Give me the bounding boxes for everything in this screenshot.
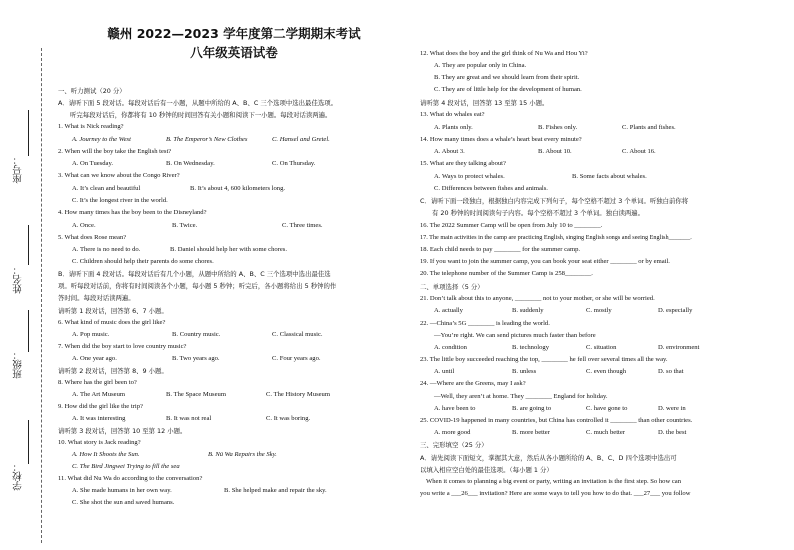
option: A. It’s clean and beautiful [72,185,141,192]
question-text: 9. How did the girl like the trip? [58,403,143,410]
school-label: 学校： [13,462,24,491]
instruction-text: A．请先阅读下面短文，掌握其大意，然后从各小题所给的 A、B、C、D 四个选项中选出可 [420,454,677,462]
option: C. It was boring. [266,415,311,422]
question-text: 25. COVID-19 happened in many countries, but China has controlled it ________ than other countries. [420,417,693,424]
option: C. Children should help their parents do some chores. [72,258,214,265]
option: A. How It Shoots the Sun. [72,451,140,458]
option: C. have gone to [586,405,628,412]
option: C. Differences between fishes and animals. [434,185,548,192]
option: C. Plants and fishes. [622,124,676,131]
option: B. Some facts about whales. [572,173,647,180]
question-text: 23. The little boy succeeded reaching the top, ________ he fell over several times all the way. [420,356,668,363]
option: B. unless [512,368,537,375]
question-text: 12. What does the boy and the girl think of Nu Wa and Hou Yi? [420,50,588,57]
option: A. Pop music. [72,331,110,338]
option: C. Three times. [282,222,323,229]
option: A. more good [434,429,471,436]
option: A. It was interesting [72,415,126,422]
question-text: 21. Don’t talk about this to anyone, ________ not to your mother, or she will be worried. [420,295,655,302]
right-column [420,0,788,550]
option: B. On Wednesday. [166,160,215,167]
option: B. They are great and we should learn from their spirit. [434,74,580,81]
question-text: 14. How many times does a whale’s heart beat every minute? [420,136,582,143]
question-text: 1. What is Nick reading? [58,123,124,130]
option: D. environment [658,344,700,351]
question-text: 16. The 2022 Summer Camp will be open from July 10 to ________. [420,222,603,229]
option: B. technology [512,344,549,351]
option: C. It’s the longest river in the world. [72,197,168,204]
question-text: 17. The main activities in the camp are practicing English, singing English songs and seeing English_______. [420,234,692,241]
instruction-text: 以填入相应空白处的最佳选项。（每小题 1 分） [420,466,553,474]
option: A. until [434,368,455,375]
option: C. She shot the sun and saved humans. [72,499,175,506]
name-underline [28,225,29,265]
question-text: 13. What do whales eat? [420,111,485,118]
option: A. Plants only. [434,124,473,131]
option: B. Nü Wa Repairs the Sky. [208,451,277,458]
question-text: 4. How many times has the boy been to the Disneyland? [58,209,207,216]
option: B. The Space Museum [166,391,226,398]
option: C. Classical music. [272,331,323,338]
binding-dashed-line [41,48,42,543]
option: C. even though [586,368,627,375]
question-text: 7. When did the boy start to love country music? [58,343,187,350]
instruction-text: 项。听每段对话前，你将有时间阅读各个小题，每小题 5 秒钟；听完后，各小题将给出 5 秒钟的作 [58,282,337,290]
option: A. Journey to the West [72,136,131,143]
option: B. more better [512,429,550,436]
seat-label: 座号： [13,155,24,184]
instruction-text: 请听第 3 段对话，回答第 10 至第 12 小题。 [58,427,187,435]
option: B. Daniel should help her with some chores. [170,246,288,253]
question-text: 18. Each child needs to pay ________ for the summer camp. [420,246,581,253]
option: A. There is no need to do. [72,246,141,253]
option: A. About 3. [434,148,465,155]
question-text: 10. What story is Jack reading? [58,439,141,446]
question-text: 24. —Where are the Greens, may I ask? [420,380,526,387]
question-text: 19. If you want to join the summer camp, you can book your seat either ________ or by email. [420,258,670,265]
instruction-text: 请听第 2 段对话，回答第 8、9 小题。 [58,367,168,375]
instruction-text: 请听第 1 段对话，回答第 6、7 小题。 [58,307,168,315]
option: C. situation [586,344,617,351]
question-text: 6. What kind of music does the girl like? [58,319,166,326]
seat-underline [28,110,29,156]
option: C. Four years ago. [272,355,321,362]
option: C. Hansel and Gretel. [272,136,330,143]
section-heading: 一、听力测试（20 分） [58,87,126,95]
question-text: 3. What can we know about the Congo River? [58,172,180,179]
option: D. were in [658,405,686,412]
school-underline [28,420,29,464]
name-label: 姓名： [13,265,24,294]
option: C. much better [586,429,626,436]
instruction-text: 有 20 秒钟的时间阅读句子内容。每个空格不超过 3 个单词。独白读两遍。 [432,209,645,217]
question-text: 11. What did Nu Wa do according to the conversation? [58,475,203,482]
option: B. are going to [512,405,552,412]
option: B. The Emperor’s New Clothes [166,136,248,143]
option: B. About 10. [538,148,572,155]
exam-title: 赣州 2022—2023 学年度第二学期期末考试 [107,26,361,41]
option: A. She made humans in her own way. [72,487,172,494]
instruction-text: 听完每段对话后，你都将有 10 秒钟的时间回答有关小题和阅读下一小题。每段对话读两遍。 [70,111,332,119]
option: C. They are of little help for the development of human. [434,86,582,93]
option: D. so that [658,368,684,375]
option: C. The Bird Jingwei Trying to fill the sea [72,463,180,470]
section-heading: 三、完形填空（25 分） [420,441,488,449]
option: —You’re right. We can send pictures much faster than before [434,332,596,339]
question-text: 8. Where has the girl been to? [58,379,137,386]
option: B. Two years ago. [172,355,220,362]
option: —Well, they aren’t at home. They ________ England for holiday. [434,393,608,400]
option: A. One year ago. [72,355,117,362]
option: A. condition [434,344,467,351]
option: D. especially [658,307,693,314]
option: B. It’s about 4, 600 kilometers long. [190,185,286,192]
question-text: 20. The telephone number of the Summer Camp is 258________. [420,270,593,277]
passage-text: When it comes to planning a big event or party, writing an invitation is the first step. So how can [426,478,682,485]
option: A. The Art Museum [72,391,125,398]
option: C. About 16. [622,148,656,155]
option: A. Ways to protect whales. [434,173,505,180]
option: A. actually [434,307,463,314]
left-column [58,0,410,550]
option: B. It was not real [166,415,212,422]
option: B. Fishes only. [538,124,578,131]
instruction-text: C．请听下面一段独白，根据独白内容完成下列句子，每个空格不超过 3 个单词。听独白前你将 [420,197,689,205]
instruction-text: 请听第 4 段对话，回答第 13 至第 15 小题。 [420,99,549,107]
option: C. On Thursday. [272,160,316,167]
option: D. the best [658,429,687,436]
option: B. Twice. [172,222,198,229]
class-label: 班级： [13,350,24,379]
question-text: 22. —China’s 5G ________ is leading the world. [420,320,550,327]
question-text: 2. When will the boy take the English test? [58,148,172,155]
instruction-text: B．请听下面 4 段对话。每段对话后有几个小题，从题中所给的 A、B、C 三个选项中选出最佳选 [58,270,331,278]
question-text: 15. What are they talking about? [420,160,506,167]
class-underline [28,310,29,352]
binding-margin [0,0,52,550]
instruction-text: A．请听下面 5 段对话。每段对话后有一小题，从题中所给的 A、B、C 三个选项中选出最佳选项。 [58,99,338,107]
section-heading: 二、单项选择（5 分） [420,283,484,291]
option: C. The History Museum [266,391,330,398]
passage-text: you write a ___26___ invitation? Here are some ways to tell you how to do that. ___27___ you follow [420,490,691,497]
option: B. She helped make and repair the sky. [224,487,327,494]
option: A. Once. [72,222,96,229]
option: B. Country music. [172,331,221,338]
instruction-text: 答时间。每段对话读两遍。 [58,294,135,302]
exam-subtitle: 八年级英语试卷 [190,45,278,60]
option: C. mostly [586,307,612,314]
option: A. On Tuesday. [72,160,113,167]
question-text: 5. What does Rose mean? [58,234,127,241]
option: B. suddenly [512,307,544,314]
option: A. They are popular only in China. [434,62,527,69]
option: A. have been to [434,405,476,412]
